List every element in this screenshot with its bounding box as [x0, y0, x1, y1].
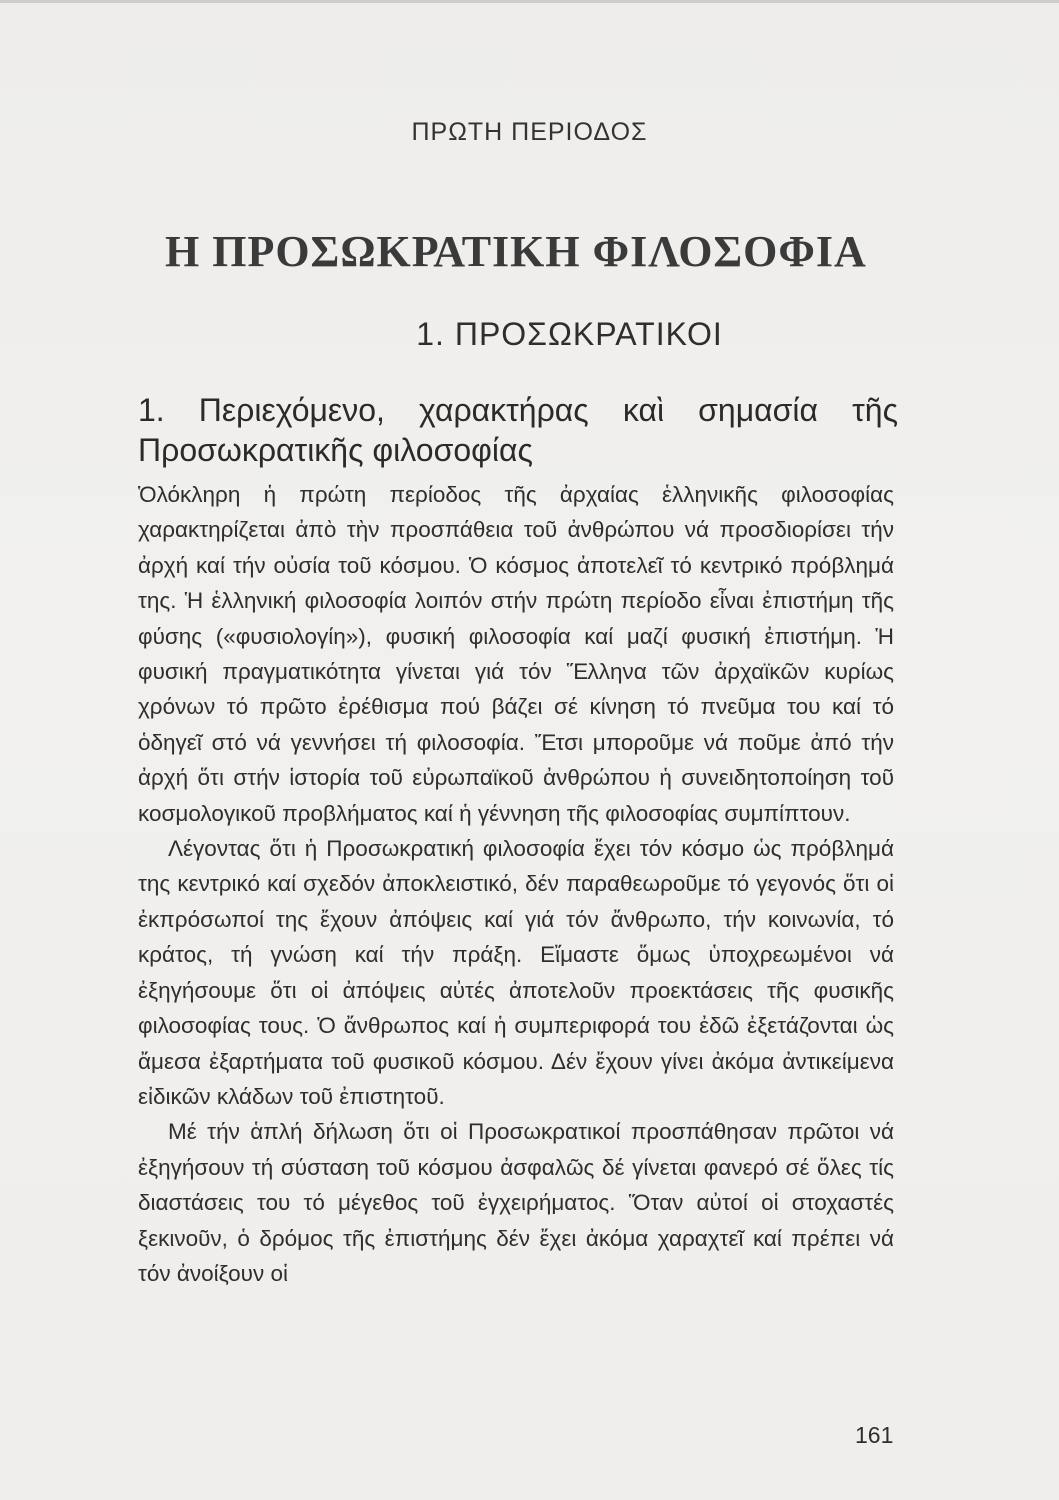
- paragraph-3: Μέ τήν ἁπλή δήλωση ὅτι οἱ Προσωκρατικοί προσπάθησαν πρῶτοι νά ἐξηγήσουν τή σύσταση τοῦ κόσμου ἀσφαλῶς δέ γίνεται φανερό σέ ὅλες τίς διαστάσεις του τό μέγεθος τοῦ ἐγχειρήματος. Ὅταν αὐτοί οἱ στοχαστές ξεκινοῦν, ὁ δρόμος τῆς ἐπιστήμης δέν ἔχει ἀκόμα χαραχτεῖ καί πρέπει νά τόν ἀνοίξουν οἱ: [138, 1119, 894, 1286]
- paragraph-1: Ὁλόκληρη ἡ πρώτη περίοδος τῆς ἀρχαίας ἑλληνικῆς φιλοσοφίας χαρακτηρίζεται ἀπὸ τὴν προσπάθεια τοῦ ἀνθρώπου νά προσδιορίσει τήν ἀρχή καί τήν οὐσία τοῦ κόσμου. Ὁ κόσμος ἀποτελεῖ τό κεντρικό πρόβλημά της. Ἡ ἑλληνική φιλοσοφία λοιπόν στήν πρώτη περίοδο εἶναι ἐπιστήμη τῆς φύσης («φυσιολογίη»), φυσική φιλοσοφία καί μαζί φυσική ἐπιστήμη. Ἡ φυσική πραγματικότητα γίνεται γιά τόν Ἕλληνα τῶν ἀρχαϊκῶν κυρίως χρόνων τό πρῶτο ἐρέθισμα πού βάζει σέ κίνηση τό πνεῦμα του καί τό ὁδηγεῖ στό νά γεννήσει τή φιλοσοφία. Ἔτσι μποροῦμε νά ποῦμε ἀπό τήν ἀρχή ὅτι στήν ἱστορία τοῦ εὐρωπαϊκοῦ ἀνθρώπου ἡ συνειδητοποίηση τοῦ κοσμολογικοῦ προβλήματος καί ἡ γέννηση τῆς φιλοσοφίας συμπίπτουν.: [138, 482, 894, 826]
- chapter-title: 1. ΠΡΟΣΩΚΡΑΤΙΚΟΙ: [416, 316, 723, 352]
- part-title: ΠΡΩΤΗ ΠΕΡΙΟΔΟΣ: [411, 118, 648, 146]
- section-heading: 1. Περιεχόμενο, χαρακτήρας καὶ σημασία τῆς Προσωκρατικῆς φιλοσοφίας: [138, 392, 898, 468]
- page-number: 161: [855, 1422, 894, 1448]
- paragraph-2: Λέγοντας ὅτι ἡ Προσωκρατική φιλοσοφία ἔχει τόν κόσμο ὡς πρόβλημά της κεντρικό καί σχεδόν ἀποκλειστικό, δέν παραθεωροῦμε τό γεγονός ὅτι οἱ ἐκπρόσωποί της ἔχουν ἀπόψεις καί γιά τόν ἄνθρωπο, τήν κοινωνία, τό κράτος, τή γνώση καί τήν πράξη. Εἴμαστε ὅμως ὑποχρεωμένοι νά ἐξηγήσουμε ὅτι οἱ ἀπόψεις αὐτές ἀποτελοῦν προεκτάσεις τῆς φυσικῆς φιλοσοφίας τους. Ὁ ἄνθρωπος καί ἡ συμπεριφορά του ἐδῶ ἐξετάζονται ὡς ἄμεσα ἐξαρτήματα τοῦ φυσικοῦ κόσμου. Δέν ἔχουν γίνει ἀκόμα ἀντικείμενα εἰδικῶν κλάδων τοῦ ἐπιστητοῦ.: [138, 836, 894, 1109]
- body-text: [138, 477, 894, 1291]
- main-title: Η ΠΡΟΣΩΚΡΑΤΙΚΗ ΦΙΛΟΣΟΦΙΑ: [165, 227, 867, 276]
- page-top-edge: [0, 0, 1059, 3]
